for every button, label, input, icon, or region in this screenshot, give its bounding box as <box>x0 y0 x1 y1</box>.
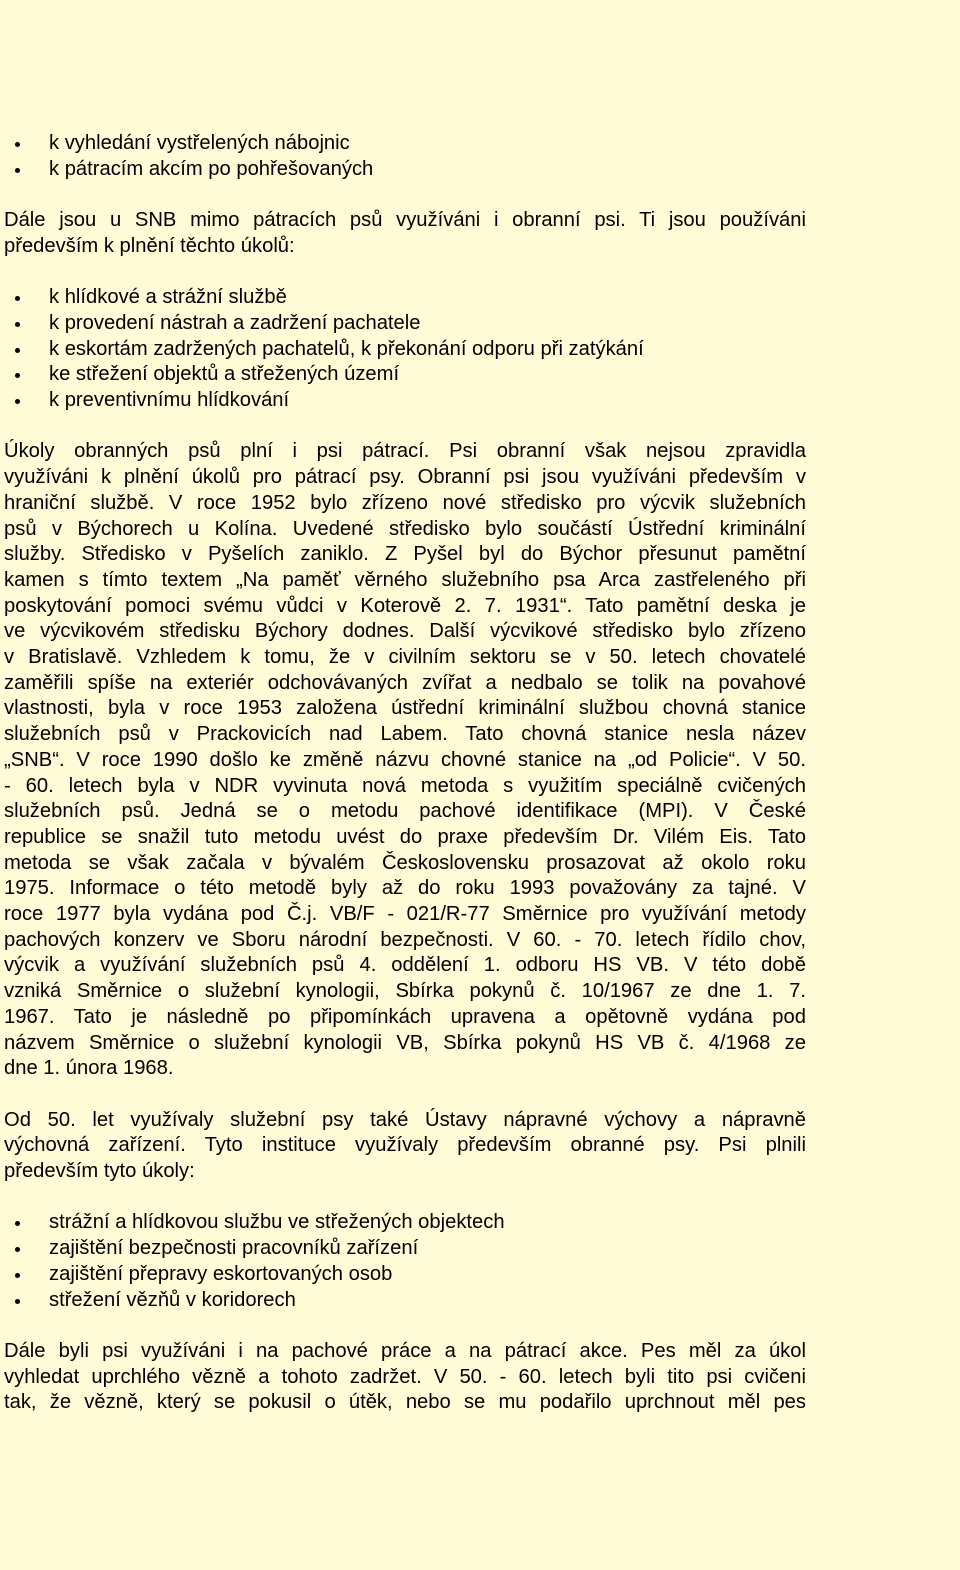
bullet-list-prison-tasks <box>4 1210 806 1313</box>
list-item: k vyhledání vystřelených nábojnic <box>4 131 806 157</box>
bullet-list-search-tasks <box>4 131 806 182</box>
list-item: k hlídkové a strážní službě <box>4 285 806 311</box>
bullet-icon <box>15 142 20 147</box>
bullet-list-defense-tasks <box>4 285 806 414</box>
list-item: k eskortám zadržených pachatelů, k překonání odporu při zatýkání <box>4 337 806 363</box>
bullet-icon <box>15 373 20 378</box>
list-item: k provedení nástrah a zadržení pachatele <box>4 311 806 337</box>
list-item: zajištění bezpečnosti pracovníků zařízení <box>4 1236 806 1262</box>
list-item: strážní a hlídkovou službu ve střežených objektech <box>4 1210 806 1236</box>
list-item: k preventivnímu hlídkování <box>4 388 806 414</box>
paragraph-prison-service: Od 50. let využívaly služební psy také Ústavy nápravné výchovy a nápravně výchovná zařízení. Tyto instituce využívaly především obranné psy. Psi plnili především tyto úkoly: <box>4 1108 806 1183</box>
bullet-icon <box>15 296 20 301</box>
list-item: střežení vězňů v koridorech <box>4 1288 806 1314</box>
bullet-icon <box>15 1299 20 1304</box>
paragraph-tracking-work: Dále byli psi využíváni i na pachové práce a na pátrací akce. Pes měl za úkol vyhledat uprchlého vězně a tohoto zadržet. V 50. - 60. letech byli tito psi cvičeni tak, že vězně, který se pokusil o útěk, nebo se mu podařilo uprchnout měl pes <box>4 1339 806 1414</box>
bullet-icon <box>15 1221 20 1226</box>
paragraph-defense-dogs-intro: Dále jsou u SNB mimo pátracích psů využíváni i obranní psi. Ti jsou používáni především k plnění těchto úkolů: <box>4 209 806 257</box>
bullet-icon <box>15 168 20 173</box>
list-item: zajištění přepravy eskortovaných osob <box>4 1262 806 1288</box>
paragraph-history: Úkoly obranných psů plní i psi pátrací. Psi obranní však nejsou zpravidla využíváni k plnění úkolů pro pátrací psy. Obranní psi jsou využíváni především v hraniční službě. V roce 1952 bylo zřízeno nové středisko pro výcvik služebních psů v Býchorech u Kolína. Uvedené středisko bylo součástí Ústřední kriminální služby. Středisko v Pyšelích zaniklo. Z Pyšel byl do Býchor přesunut pamětní kamen s tímto textem „Na paměť věrného služebního psa Arca zastřeleného při poskytování pomoci svému vůdci v Koterově 2. 7. 1931“. Tato pamětní deska je ve výcvikovém středisku Býchory dodnes. Další výcvikové středisko bylo zřízeno v Bratislavě. Vzhledem k tomu, že v civilním sektoru se v 50. letech chovatelé zaměřili spíše na exteriér odchovávaných zvířat a nedbalo se tolik na povahové vlastnosti, byla v roce 1953 založena ústřední kriminální službou chovná stanice služebních psů v Prackovicích nad Labem. Tato chovná stanice nesla název „SNB“. V roce 1990 došlo ke změně názvu chovné stanice na „od Policie“. V 50. - 60. letech byla v NDR vyvinuta nová metoda s využitím speciálně cvičených služebních psů. Jedná se o metodu pachové identifikace (MPI). V České republice se snažil tuto metodu uvést do praxe především Dr. Vilém Eis. Tato metoda se však začala v bývalém Československu prosazovat až okolo roku 1975. Informace o této metodě byly až do roku 1993 považovány za tajné. V roce 1977 byla vydána pod Č.j. VB/F - 021/R-77 Směrnice pro využívání metody pachových konzerv ve Sboru národní bezpečnosti. V 60. - 70. letech řídilo chov, výcvik a využívání služebních psů 4. oddělení 1. odboru HS VB. V této době vzniká Směrnice o služební kynologii, Sbírka pokynů č. 10/1967 ze dne 1. 7. 1967. Tato je následně po připomínkách upravena a opětovně vydána pod názvem Směrnice o služební kynologii VB, Sbírka pokynů HS VB č. 4/1968 ze dne 1. února 1968. <box>4 440 806 1080</box>
list-item: k pátracím akcím po pohřešovaných <box>4 157 806 183</box>
document-content <box>4 131 806 1416</box>
bullet-icon <box>15 1273 20 1278</box>
bullet-icon <box>15 1247 20 1252</box>
bullet-icon <box>15 322 20 327</box>
bullet-icon <box>15 399 20 404</box>
list-item: ke střežení objektů a střežených území <box>4 362 806 388</box>
bullet-icon <box>15 348 20 353</box>
